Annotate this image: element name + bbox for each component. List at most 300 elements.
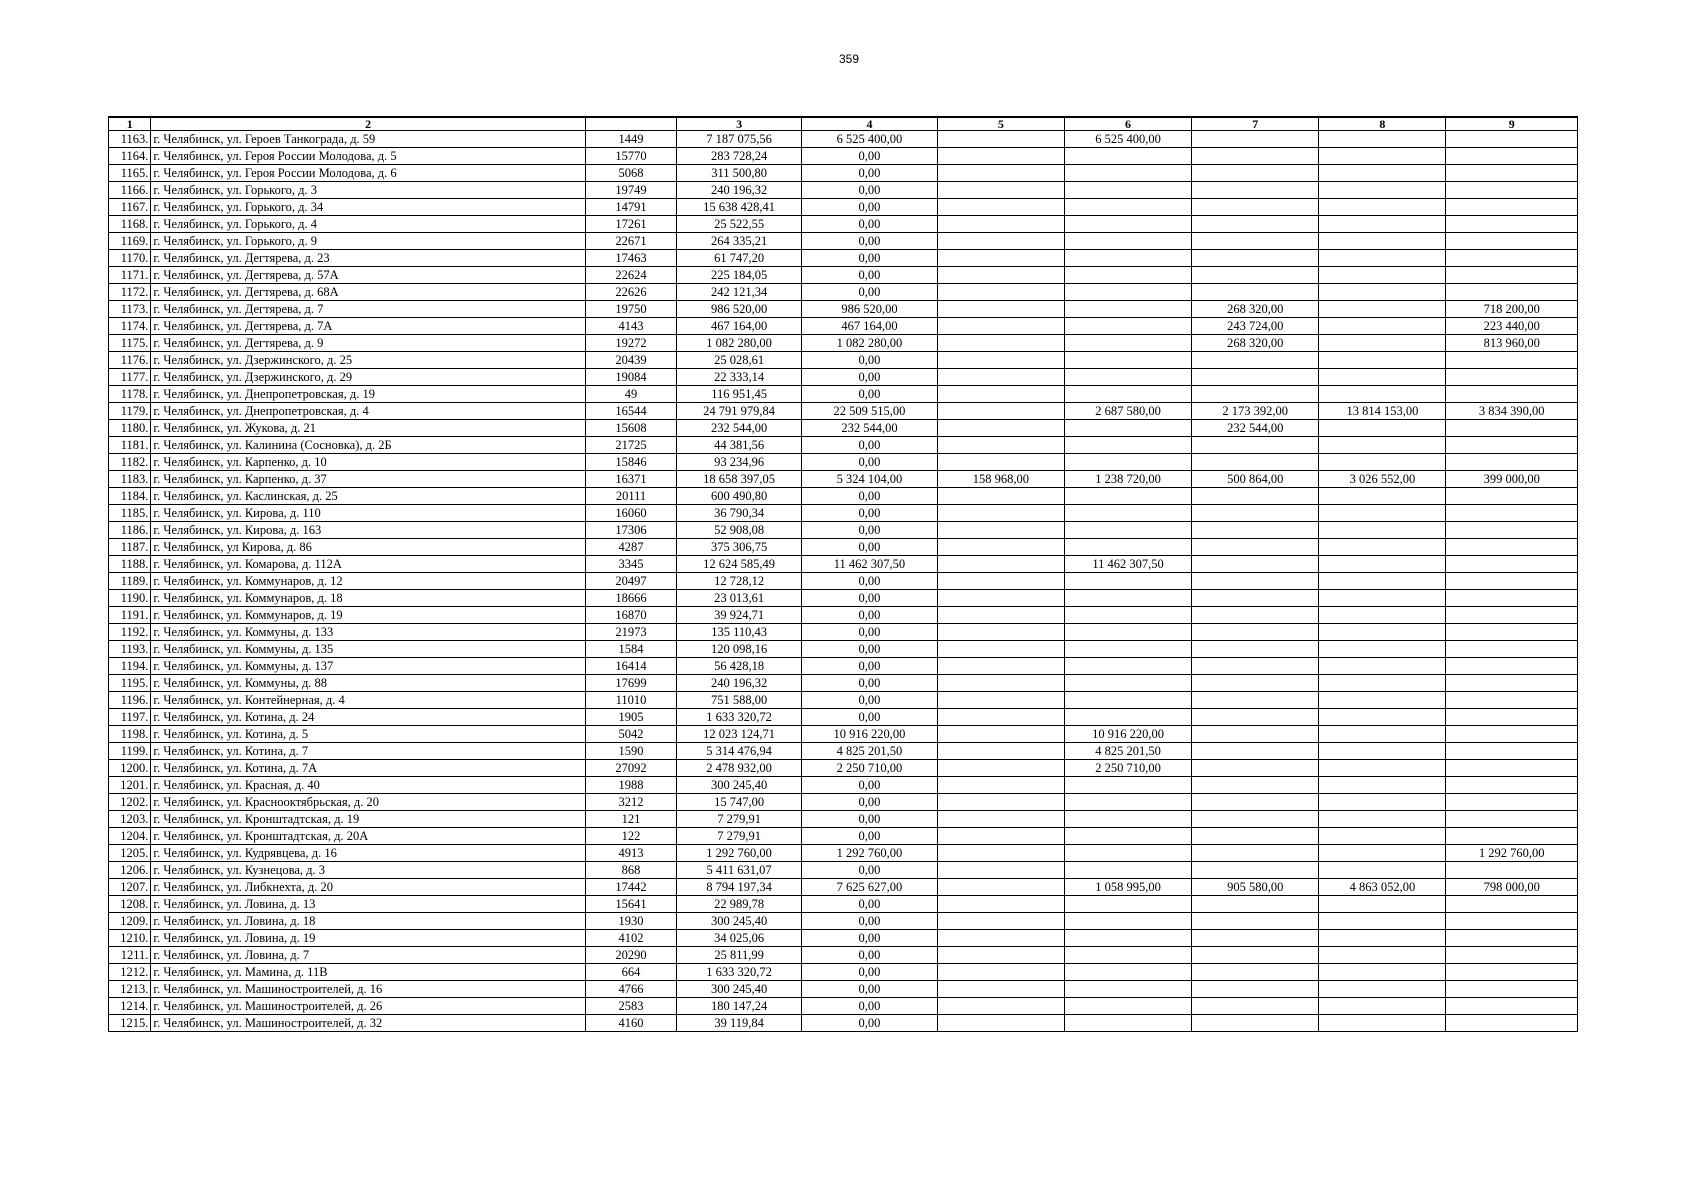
code-cell: 18666 [585,590,676,607]
col5-cell [937,845,1064,862]
col6-cell: 4 825 201,50 [1064,743,1191,760]
row-number: 1183. [109,471,151,488]
code-cell: 17261 [585,216,676,233]
col8-cell [1319,998,1446,1015]
table-row [109,488,1578,505]
col4-cell: 0,00 [802,930,938,947]
col9-cell [1446,454,1578,471]
col5-cell [937,590,1064,607]
row-number: 1200. [109,760,151,777]
row-number: 1165. [109,165,151,182]
col3-cell: 283 728,24 [677,148,802,165]
col8-cell [1319,318,1446,335]
col8-cell [1319,182,1446,199]
col8-cell [1319,233,1446,250]
col6-cell [1064,301,1191,318]
address-cell: г. Челябинск, ул. Дегтярева, д. 23 [151,250,586,267]
col5-cell [937,777,1064,794]
col3-cell: 7 187 075,56 [677,131,802,148]
col4-cell: 0,00 [802,862,938,879]
col7-cell [1192,267,1319,284]
col3-cell: 5 411 631,07 [677,862,802,879]
col7-cell [1192,216,1319,233]
col6-cell [1064,658,1191,675]
col5-cell [937,454,1064,471]
col6-cell [1064,896,1191,913]
row-number: 1203. [109,811,151,828]
col4-cell: 0,00 [802,182,938,199]
address-cell: г. Челябинск, ул. Горького, д. 3 [151,182,586,199]
col3-cell: 135 110,43 [677,624,802,641]
col9-cell [1446,913,1578,930]
col7-cell [1192,165,1319,182]
col3-cell: 22 333,14 [677,369,802,386]
col3-cell: 1 633 320,72 [677,709,802,726]
column-header: 3 [677,117,802,131]
code-cell: 17306 [585,522,676,539]
col5-cell [937,165,1064,182]
col9-cell [1446,743,1578,760]
col6-cell [1064,692,1191,709]
col9-cell [1446,692,1578,709]
address-cell: г. Челябинск, ул. Днепропетровская, д. 19 [151,386,586,403]
col8-cell [1319,811,1446,828]
col4-cell: 0,00 [802,913,938,930]
address-cell: г. Челябинск, ул. Котина, д. 7 [151,743,586,760]
col8-cell [1319,964,1446,981]
col3-cell: 300 245,40 [677,981,802,998]
table-row [109,777,1578,794]
code-cell: 19272 [585,335,676,352]
code-cell: 1930 [585,913,676,930]
col5-cell [937,386,1064,403]
col4-cell: 0,00 [802,352,938,369]
col7-cell [1192,981,1319,998]
code-cell: 4143 [585,318,676,335]
col8-cell [1319,777,1446,794]
col6-cell [1064,488,1191,505]
code-cell: 121 [585,811,676,828]
col4-cell: 0,00 [802,947,938,964]
code-cell: 15846 [585,454,676,471]
address-cell: г. Челябинск, ул. Либкнехта, д. 20 [151,879,586,896]
col3-cell: 8 794 197,34 [677,879,802,896]
col6-cell [1064,930,1191,947]
col7-cell [1192,811,1319,828]
col5-cell [937,862,1064,879]
code-cell: 4287 [585,539,676,556]
col5-cell [937,301,1064,318]
col3-cell: 225 184,05 [677,267,802,284]
address-cell: г. Челябинск, ул. Коммуны, д. 135 [151,641,586,658]
row-number: 1208. [109,896,151,913]
table-row [109,811,1578,828]
row-number: 1198. [109,726,151,743]
row-number: 1170. [109,250,151,267]
col7-cell [1192,539,1319,556]
col8-cell [1319,352,1446,369]
row-number: 1212. [109,964,151,981]
col6-cell [1064,165,1191,182]
col9-cell [1446,947,1578,964]
table-row [109,403,1578,420]
col9-cell [1446,216,1578,233]
column-header: 4 [802,117,938,131]
col4-cell: 1 082 280,00 [802,335,938,352]
col5-cell [937,131,1064,148]
row-number: 1202. [109,794,151,811]
col4-cell: 0,00 [802,233,938,250]
table-row [109,369,1578,386]
row-number: 1213. [109,981,151,998]
code-cell: 15641 [585,896,676,913]
col6-cell: 1 058 995,00 [1064,879,1191,896]
col9-cell [1446,998,1578,1015]
address-cell: г. Челябинск, ул. Котина, д. 7А [151,760,586,777]
col7-cell [1192,607,1319,624]
col7-cell [1192,556,1319,573]
col3-cell: 7 279,91 [677,828,802,845]
row-number: 1211. [109,947,151,964]
code-cell: 2583 [585,998,676,1015]
col9-cell [1446,539,1578,556]
table-row [109,794,1578,811]
col5-cell [937,760,1064,777]
table-row [109,862,1578,879]
col4-cell: 0,00 [802,573,938,590]
col9-cell [1446,896,1578,913]
table-row [109,607,1578,624]
col4-cell: 0,00 [802,777,938,794]
col3-cell: 15 747,00 [677,794,802,811]
row-number: 1181. [109,437,151,454]
col5-cell [937,607,1064,624]
row-number: 1214. [109,998,151,1015]
col8-cell [1319,862,1446,879]
col9-cell [1446,811,1578,828]
col8-cell [1319,1015,1446,1032]
col9-cell [1446,573,1578,590]
code-cell: 22626 [585,284,676,301]
col9-cell [1446,352,1578,369]
col6-cell [1064,641,1191,658]
code-cell: 20497 [585,573,676,590]
row-number: 1169. [109,233,151,250]
address-cell: г. Челябинск, ул. Кирова, д. 163 [151,522,586,539]
table-row [109,964,1578,981]
table-row [109,896,1578,913]
table-row [109,148,1578,165]
address-cell: г. Челябинск, ул. Дзержинского, д. 25 [151,352,586,369]
table-row [109,879,1578,896]
col4-cell: 0,00 [802,692,938,709]
col6-cell [1064,777,1191,794]
col4-cell: 986 520,00 [802,301,938,318]
column-header: 9 [1446,117,1578,131]
col4-cell: 467 164,00 [802,318,938,335]
table-row [109,301,1578,318]
col7-cell [1192,964,1319,981]
col7-cell [1192,522,1319,539]
col4-cell: 0,00 [802,709,938,726]
col8-cell [1319,913,1446,930]
col8-cell [1319,267,1446,284]
table-row [109,522,1578,539]
table-row [109,505,1578,522]
address-cell: г. Челябинск, ул. Кудрявцева, д. 16 [151,845,586,862]
address-cell: г. Челябинск, ул. Кирова, д. 110 [151,505,586,522]
col7-cell: 268 320,00 [1192,335,1319,352]
table-row [109,658,1578,675]
row-number: 1175. [109,335,151,352]
col9-cell [1446,641,1578,658]
address-cell: г. Челябинск, ул. Ловина, д. 19 [151,930,586,947]
col4-cell: 0,00 [802,981,938,998]
col6-cell [1064,216,1191,233]
col8-cell [1319,573,1446,590]
col3-cell: 24 791 979,84 [677,403,802,420]
col7-cell [1192,998,1319,1015]
col5-cell [937,284,1064,301]
col9-cell [1446,556,1578,573]
col6-cell [1064,811,1191,828]
code-cell: 20111 [585,488,676,505]
col7-cell: 268 320,00 [1192,301,1319,318]
col6-cell [1064,794,1191,811]
code-cell: 1905 [585,709,676,726]
col8-cell [1319,709,1446,726]
table-row [109,743,1578,760]
address-cell: г. Челябинск, ул. Каслинская, д. 25 [151,488,586,505]
address-cell: г. Челябинск, ул. Днепропетровская, д. 4 [151,403,586,420]
col4-cell: 5 324 104,00 [802,471,938,488]
col9-cell [1446,522,1578,539]
col6-cell [1064,267,1191,284]
col9-cell [1446,505,1578,522]
address-cell: г. Челябинск, ул. Дегтярева, д. 9 [151,335,586,352]
col3-cell: 116 951,45 [677,386,802,403]
table-row [109,199,1578,216]
address-cell: г. Челябинск, ул. Героя России Молодова, д. 6 [151,165,586,182]
data-table [108,116,1578,1032]
row-number: 1191. [109,607,151,624]
col3-cell: 751 588,00 [677,692,802,709]
col6-cell [1064,862,1191,879]
col7-cell [1192,250,1319,267]
col7-cell [1192,590,1319,607]
col3-cell: 1 633 320,72 [677,964,802,981]
col9-cell [1446,437,1578,454]
row-number: 1163. [109,131,151,148]
col9-cell [1446,709,1578,726]
code-cell: 20439 [585,352,676,369]
row-number: 1196. [109,692,151,709]
row-number: 1186. [109,522,151,539]
row-number: 1176. [109,352,151,369]
col3-cell: 52 908,08 [677,522,802,539]
col8-cell [1319,148,1446,165]
row-number: 1184. [109,488,151,505]
col9-cell [1446,726,1578,743]
col4-cell: 0,00 [802,488,938,505]
col8-cell: 4 863 052,00 [1319,879,1446,896]
col5-cell [937,318,1064,335]
col8-cell [1319,250,1446,267]
col4-cell: 4 825 201,50 [802,743,938,760]
col5-cell [937,794,1064,811]
col9-cell: 3 834 390,00 [1446,403,1578,420]
col3-cell: 1 082 280,00 [677,335,802,352]
col6-cell [1064,386,1191,403]
table-row [109,641,1578,658]
col7-cell [1192,352,1319,369]
row-number: 1171. [109,267,151,284]
col9-cell [1446,165,1578,182]
code-cell: 15608 [585,420,676,437]
col4-cell: 0,00 [802,199,938,216]
row-number: 1210. [109,930,151,947]
row-number: 1209. [109,913,151,930]
table-row [109,1015,1578,1032]
code-cell: 16060 [585,505,676,522]
address-cell: г. Челябинск, ул. Мамина, д. 11В [151,964,586,981]
address-cell: г. Челябинск, ул. Кронштадтская, д. 19 [151,811,586,828]
code-cell: 14791 [585,199,676,216]
col5-cell [937,624,1064,641]
col8-cell [1319,896,1446,913]
col8-cell [1319,335,1446,352]
column-header: 7 [1192,117,1319,131]
address-cell: г. Челябинск, ул. Котина, д. 5 [151,726,586,743]
col9-cell [1446,607,1578,624]
table-row [109,182,1578,199]
row-number: 1178. [109,386,151,403]
col9-cell [1446,675,1578,692]
col7-cell: 500 864,00 [1192,471,1319,488]
col6-cell [1064,964,1191,981]
col6-cell: 10 916 220,00 [1064,726,1191,743]
col5-cell [937,403,1064,420]
table-row [109,386,1578,403]
col7-cell [1192,692,1319,709]
col8-cell [1319,641,1446,658]
table-row [109,352,1578,369]
col7-cell [1192,284,1319,301]
code-cell: 19750 [585,301,676,318]
col8-cell [1319,199,1446,216]
col7-cell [1192,369,1319,386]
col7-cell: 2 173 392,00 [1192,403,1319,420]
col5-cell [937,964,1064,981]
row-number: 1193. [109,641,151,658]
col5-cell [937,539,1064,556]
col9-cell [1446,131,1578,148]
table-row [109,437,1578,454]
table-row [109,913,1578,930]
code-cell: 664 [585,964,676,981]
col3-cell: 232 544,00 [677,420,802,437]
col9-cell [1446,199,1578,216]
col4-cell: 0,00 [802,267,938,284]
col7-cell [1192,845,1319,862]
table-row [109,726,1578,743]
col4-cell: 0,00 [802,607,938,624]
col8-cell [1319,590,1446,607]
code-cell: 17463 [585,250,676,267]
col6-cell [1064,318,1191,335]
code-cell: 20290 [585,947,676,964]
row-number: 1201. [109,777,151,794]
col9-cell [1446,420,1578,437]
col3-cell: 39 119,84 [677,1015,802,1032]
col4-cell: 0,00 [802,964,938,981]
col3-cell: 375 306,75 [677,539,802,556]
col3-cell: 300 245,40 [677,777,802,794]
col5-cell [937,420,1064,437]
col9-cell [1446,828,1578,845]
col6-cell [1064,590,1191,607]
col4-cell: 10 916 220,00 [802,726,938,743]
col6-cell [1064,437,1191,454]
col9-cell [1446,777,1578,794]
col9-cell [1446,182,1578,199]
row-number: 1173. [109,301,151,318]
row-number: 1179. [109,403,151,420]
col7-cell [1192,828,1319,845]
col3-cell: 5 314 476,94 [677,743,802,760]
code-cell: 16414 [585,658,676,675]
table-row [109,709,1578,726]
row-number: 1207. [109,879,151,896]
col9-cell [1446,964,1578,981]
address-cell: г. Челябинск, ул. Краснооктябрьская, д. 20 [151,794,586,811]
col4-cell: 0,00 [802,165,938,182]
row-number: 1189. [109,573,151,590]
address-cell: г. Челябинск, ул. Дегтярева, д. 57А [151,267,586,284]
address-cell: г. Челябинск, ул. Ловина, д. 18 [151,913,586,930]
col8-cell [1319,386,1446,403]
row-number: 1197. [109,709,151,726]
col8-cell [1319,454,1446,471]
col3-cell: 986 520,00 [677,301,802,318]
address-cell: г. Челябинск, ул. Коммунаров, д. 19 [151,607,586,624]
code-cell: 17699 [585,675,676,692]
column-header: 5 [937,117,1064,131]
col6-cell [1064,981,1191,998]
col5-cell [937,709,1064,726]
col6-cell [1064,199,1191,216]
column-header [585,117,676,131]
col3-cell: 34 025,06 [677,930,802,947]
code-cell: 3345 [585,556,676,573]
col8-cell [1319,981,1446,998]
row-number: 1187. [109,539,151,556]
col6-cell [1064,335,1191,352]
address-cell: г. Челябинск, ул Кирова, д. 86 [151,539,586,556]
col6-cell [1064,675,1191,692]
code-cell: 11010 [585,692,676,709]
col3-cell: 36 790,34 [677,505,802,522]
col3-cell: 23 013,61 [677,590,802,607]
col6-cell [1064,369,1191,386]
code-cell: 21725 [585,437,676,454]
col9-cell [1446,267,1578,284]
col8-cell [1319,284,1446,301]
col8-cell [1319,675,1446,692]
col7-cell [1192,488,1319,505]
col9-cell [1446,794,1578,811]
row-number: 1199. [109,743,151,760]
